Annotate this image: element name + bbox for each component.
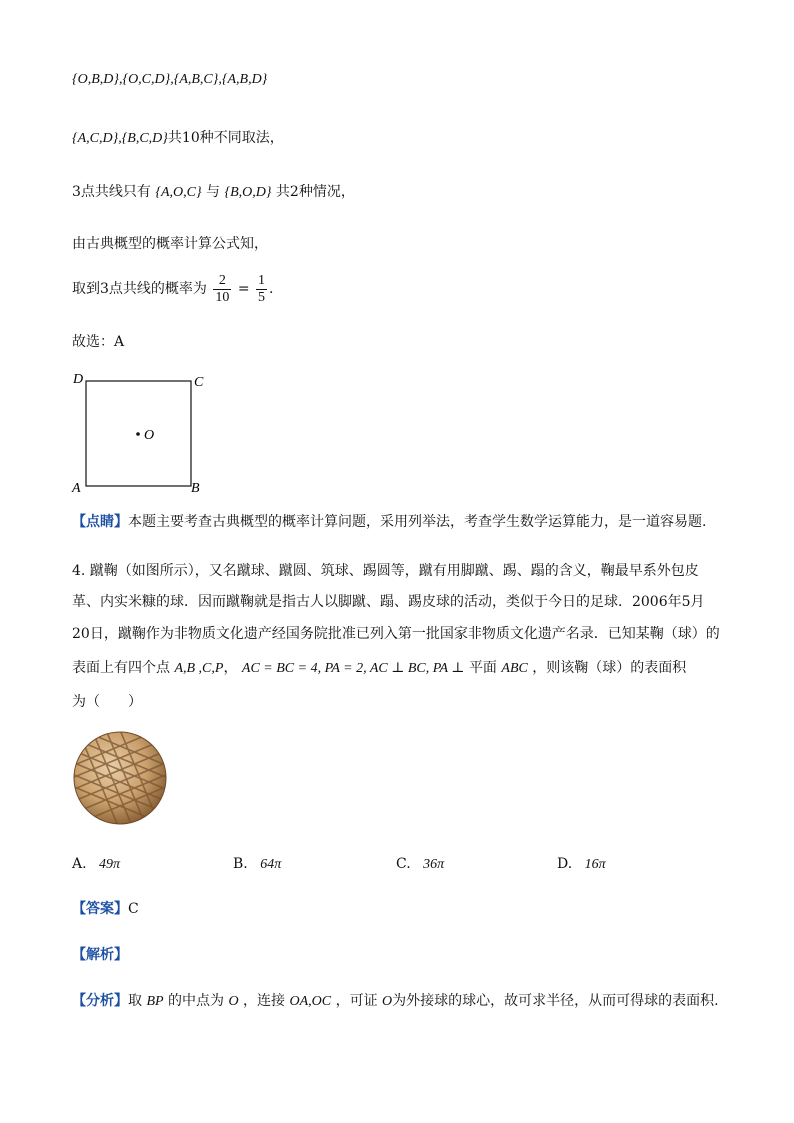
- count-text: 共10种不同取法，: [167, 130, 284, 146]
- ask-text: ，则该鞠（球）的表面积: [532, 660, 687, 676]
- and-text: 与: [206, 184, 221, 200]
- option-b-label: B.: [233, 856, 248, 872]
- method-c: ，连接: [243, 993, 286, 1009]
- option-c-value: 36π: [423, 857, 445, 872]
- method-d: ，可证: [335, 993, 378, 1009]
- point-o: O: [228, 994, 239, 1009]
- question-line-5: 为（ ）: [72, 694, 142, 710]
- point-o-2: O: [382, 994, 393, 1009]
- question-line-3: 20日，蹴鞠作为非物质文化遗产经国务院批准已列入第一批国家非物质文化遗产名录．已知某鞠（球）的: [72, 626, 720, 642]
- option-b[interactable]: [233, 856, 281, 873]
- numerator: 2: [213, 273, 231, 290]
- analysis-tag: 【解析】: [72, 947, 128, 963]
- option-d[interactable]: [557, 856, 606, 873]
- method-a: 取: [128, 993, 142, 1009]
- method-e: 为外接球的球心，故可求半径，从而可得球的表面积.: [392, 993, 719, 1009]
- points-list: A,B ,C,P: [174, 661, 224, 676]
- option-b-value: 64π: [260, 857, 282, 872]
- solution-line-1: {O,B,D},{O,C,D},{A,B,C},{A,B,D}: [72, 72, 268, 87]
- set-list: {A,C,D},{B,C,D}: [72, 131, 168, 146]
- answer-value: C: [128, 901, 139, 917]
- denominator: 5: [258, 289, 266, 305]
- collinear-intro: 3点共线只有: [72, 184, 151, 200]
- fraction-1-5: [256, 273, 267, 306]
- equals-sign: =: [237, 281, 250, 297]
- answer-line: [72, 899, 139, 919]
- center-point: [136, 432, 140, 436]
- solution-line-3: [72, 182, 355, 203]
- option-d-label: D.: [557, 856, 573, 872]
- denominator: 10: [215, 289, 230, 305]
- cuju-ball-image: [72, 730, 168, 826]
- solution-line-5: [72, 272, 273, 306]
- numerator: 1: [258, 272, 266, 288]
- option-a[interactable]: [72, 856, 120, 873]
- method-b: 的中点为: [168, 993, 225, 1009]
- solution-line-2: [72, 128, 284, 149]
- comment-line: [72, 512, 706, 532]
- set-bod: {B,O,D}: [224, 185, 272, 200]
- segments-oa-oc: OA,OC: [289, 994, 332, 1009]
- method-line: [72, 991, 719, 1012]
- comma: ，: [223, 660, 238, 676]
- option-a-value: 49π: [99, 857, 121, 872]
- plane-abc: ABC: [501, 661, 528, 676]
- solution-line-6: 故选：A: [72, 334, 125, 350]
- label-b: B: [191, 481, 200, 496]
- question-line-2: 革、内实米糠的球．因而蹴鞠就是指古人以脚蹴、蹋、踢皮球的活动，类似于今日的足球．2006年5月: [72, 594, 705, 610]
- method-tag: 【分析】: [72, 993, 128, 1009]
- option-a-label: A.: [72, 856, 87, 872]
- label-o: O: [144, 428, 155, 443]
- plane-text: 平面: [468, 660, 497, 676]
- set-aoc: {A,O,C}: [155, 185, 202, 200]
- conditions: AC = BC = 4, PA = 2, AC ⊥ BC, PA ⊥: [241, 661, 465, 676]
- option-c-label: C.: [396, 856, 411, 872]
- option-d-value: 16π: [584, 857, 606, 872]
- question-line-1: 4. 蹴鞠（如图所示），又名蹴球、蹴圆、筑球、踢圆等，蹴有用脚蹴、踢、蹋的含义，鞠最早系外包皮: [72, 563, 699, 579]
- case-count: 共2种情况，: [275, 184, 355, 200]
- comment-tag: 【点睛】: [72, 514, 128, 530]
- comment-text: 本题主要考查古典概型的概率计算问题，采用列举法，考查学生数学运算能力，是一道容易题.: [128, 514, 707, 530]
- probability-text: 取到3点共线的概率为: [72, 281, 207, 297]
- surface-points-text: 表面上有四个点: [72, 660, 170, 676]
- label-a: A: [72, 481, 81, 496]
- option-c[interactable]: [396, 856, 444, 873]
- question-line-4: [72, 658, 686, 679]
- fraction-2-10: [213, 273, 231, 306]
- square-diagram: [68, 368, 208, 496]
- solution-line-4: 由古典概型的概率计算公式知，: [72, 236, 268, 252]
- segment-bp: BP: [146, 994, 164, 1009]
- period: .: [269, 281, 274, 297]
- label-c: C: [194, 375, 204, 390]
- answer-tag: 【答案】: [72, 901, 128, 917]
- label-d: D: [73, 372, 84, 387]
- analysis-line: [72, 945, 128, 965]
